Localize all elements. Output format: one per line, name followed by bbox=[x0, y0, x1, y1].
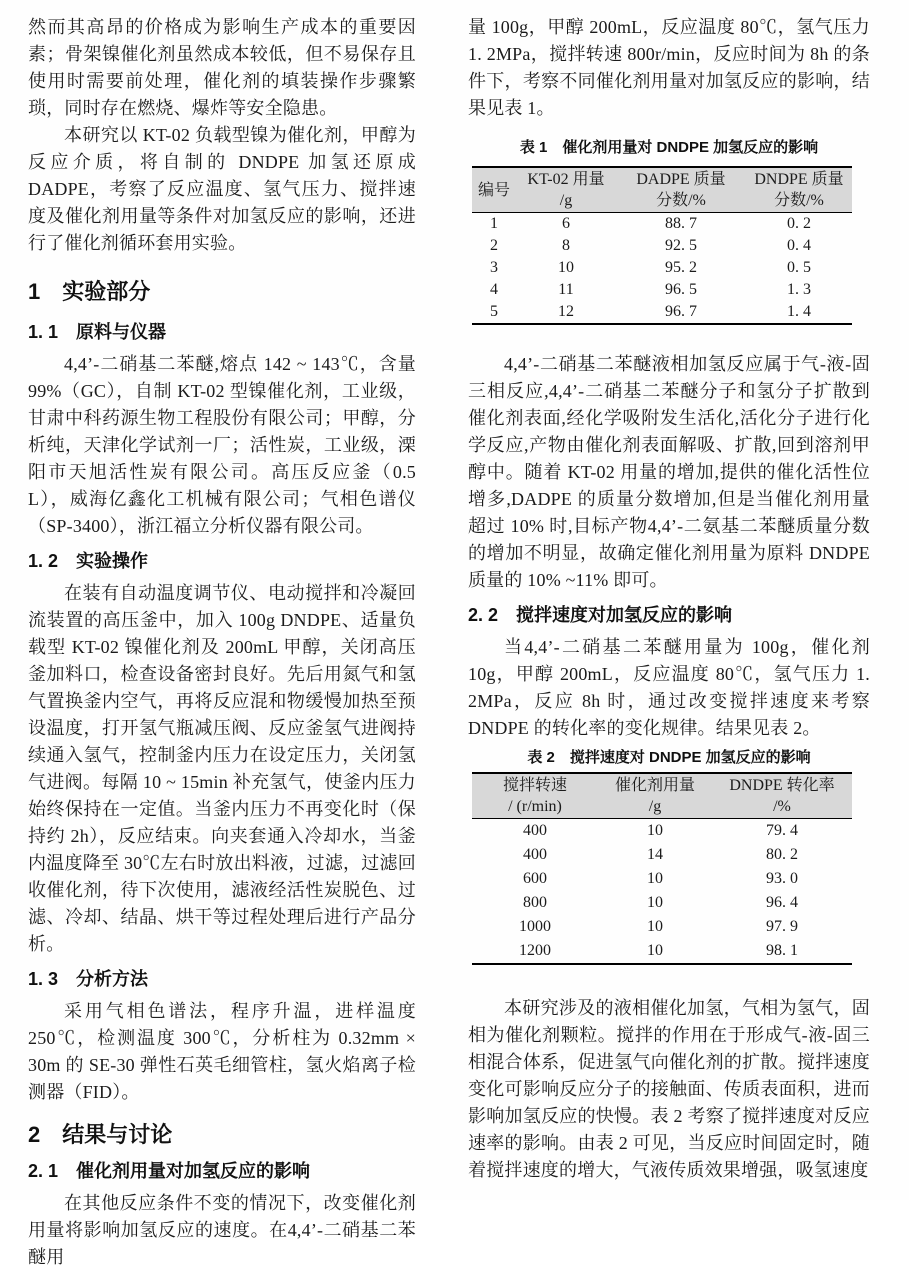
table-row: 1200 10 98. 1 bbox=[519, 942, 798, 959]
table-row: 1 6 88. 7 0. 2 bbox=[490, 215, 811, 232]
subsection-heading-stirring-speed: 2. 2 搅拌速度对加氢反应的影响 bbox=[468, 605, 733, 625]
table-row: 400 14 80. 2 bbox=[523, 846, 798, 863]
table2-header-speed: 搅拌转速 / (r/min) bbox=[502, 777, 567, 815]
table1-caption: 表 1 催化剂用量对 DNDPE 加氢反应的影响 bbox=[519, 139, 819, 156]
table1-header-row bbox=[472, 167, 852, 213]
table-row: 600 10 93. 0 bbox=[523, 870, 798, 887]
table1-header-dadpe: DADPE 质量 分数/% bbox=[636, 171, 726, 209]
paragraph-conditions-continued: 量 100g，甲醇 200mL，反应温度 80℃，氢气压力 1. 2MPa，搅拌转速 800r/min，反应时间为 8h 的条件下，考察不同催化剂用量对加氢反应的影响，结果见表 1。 bbox=[468, 17, 870, 118]
paragraph-analysis: 采用气相色谱法，程序升温，进样温度 250℃，检测温度 300℃，分析柱为 0.32mm × 30m 的 SE-30 弹性石英毛细管柱，氢火焰离子检测器（FID）。 bbox=[28, 1001, 416, 1102]
paragraph-phase-discussion: 本研究涉及的液相催化加氢，气相为氢气，固相为催化剂颗粒。搅拌的作用在于形成气-液-固三相混合体系，促进氢气向催化剂的扩散。搅拌速度变化可影响反应分子的接触面、传质表面积，进而影响加氢反应的快慢。表 2 考察了搅拌速度对反应速率的影响。由表 2 可见，当反应时间固定时，随着搅拌速度的增大，气液传质效果增强，吸氢速度 bbox=[468, 998, 870, 1180]
table1-catalyst-amount bbox=[472, 166, 852, 325]
subsection-heading-analysis: 1. 3 分析方法 bbox=[28, 969, 149, 989]
subsection-heading-procedure: 1. 2 实验操作 bbox=[28, 551, 149, 571]
right-column bbox=[468, 14, 870, 1184]
subsection-heading-materials: 1. 1 原料与仪器 bbox=[28, 322, 167, 342]
table1-header-dndpe: DNDPE 质量 分数/% bbox=[754, 171, 844, 209]
table2-caption: 表 2 搅拌速度对 DNDPE 加氢反应的影响 bbox=[527, 749, 811, 766]
paragraph-intro-continued: 然而其高昂的价格成为影响生产成本的重要因素；骨架镍催化剂虽然成本较低，但不易保存且使用时需要前处理，催化剂的填装操作步骤繁琐，同时存在燃烧、爆炸等安全隐患。 bbox=[28, 17, 416, 118]
table2-header-catalyst: 催化剂用量 /g bbox=[614, 777, 695, 815]
paragraph-procedure: 在装有自动温度调节仪、电动搅拌和冷凝回流装置的高压釜中，加入 100g DNDPE、适量负载型 KT-02 镍催化剂及 200mL 甲醇，关闭高压釜加料口，检查设备密封良好。先后用氮气和氢气置换釜内空气，再将反应混和物缓慢加热至预设温度，打开氢气瓶减压阀、反应釜氢气进阀持续通入氢气，控制釜内压力在设定压力，关闭氢气进阀。每隔 10 ~ 15min 补充氢气，使釜内压力始终保持在一定值。当釜内压力不再变化时（保持约 2h），反应结束。向夹套通入冷却水，当釜内温度降至 30℃左右时放出料液，过滤，过滤回收催化剂，待下次使用，滤液经活性炭脱色、过滤、冷却、结晶、烘干等过程处理后进行产品分析。 bbox=[28, 583, 416, 954]
paragraph-stirring-conditions: 当4,4’-二硝基二苯醚用量为 100g，催化剂 10g，甲醇 200mL，反应温度 80℃，氢气压力 1. 2MPa，反应 8h 时，通过改变搅拌速度来考察 DNDPE 的转化率的变化规律。结果见表 2。 bbox=[468, 637, 870, 738]
paragraph-study-overview: 本研究以 KT-02 负载型镍为催化剂，甲醇为反应介质，将自制的 DNDPE 加氢还原成 DADPE，考察了反应温度、氢气压力、搅拌速度及催化剂用量等条件对加氢反应的影响，还进行了催化剂循环套用实验。 bbox=[28, 125, 416, 253]
table2-header-conversion: DNDPE 转化率 /% bbox=[729, 777, 835, 815]
table2-header-row bbox=[472, 773, 852, 819]
paragraph-mechanism-discussion: 4,4’-二硝基二苯醚液相加氢反应属于气-液-固三相反应,4,4’-二硝基二苯醚分子和氢分子扩散到催化剂表面,经化学吸附发生活化,活化分子进行化学反应,产物由催化剂表面解吸、扩散,回到溶剂甲醇中。随着 KT-02 用量的增加,提供的催化活性位增多,DADPE 的质量分数增加,但是当催化剂用量超过 10% 时,目标产物4,4’-二氨基二苯醚质量分数的增加不明显，故确定催化剂用量为原料 DNDPE 质量的 10% ~11% 即可。 bbox=[468, 354, 870, 590]
table-row: 400 10 79. 4 bbox=[523, 822, 798, 839]
section-heading-results: 2 结果与讨论 bbox=[28, 1122, 173, 1147]
paragraph-catalyst-amount-intro: 在其他反应条件不变的情况下，改变催化剂用量将影响加氢反应的速度。在4,4’-二硝基二苯醚用 bbox=[28, 1193, 416, 1267]
table-row: 3 10 95. 2 0. 5 bbox=[490, 259, 811, 276]
table-row: 1000 10 97. 9 bbox=[519, 918, 798, 935]
spacer bbox=[468, 965, 870, 995]
subsection-heading-catalyst-amount: 2. 1 催化剂用量对加氢反应的影响 bbox=[28, 1161, 311, 1181]
table-row: 4 11 96. 5 1. 3 bbox=[490, 281, 811, 298]
table1-header-kt02-amount: KT-02 用量 /g bbox=[527, 171, 605, 209]
paragraph-materials: 4,4’-二硝基二苯醚,熔点 142 ~ 143℃，含量 99%（GC），自制 KT-02 型镍催化剂，工业级，甘肃中科药源生物工程股份有限公司；甲醇，分析纯，天津化学试剂一厂；活性炭，工业级，溧阳市天旭活性炭有限公司。高压反应釜（0.5 L），威海亿鑫化工机械有限公司；气相色谱仪（SP-3400），浙江福立分析仪器有限公司。 bbox=[28, 354, 416, 536]
table2-stirring-speed bbox=[472, 772, 852, 965]
section-heading-experimental: 1 实验部分 bbox=[28, 279, 151, 304]
table-row: 2 8 92. 5 0. 4 bbox=[490, 237, 811, 254]
table-row: 800 10 96. 4 bbox=[523, 894, 798, 911]
left-column bbox=[28, 14, 416, 1271]
table1-header-number: 编号 bbox=[477, 181, 510, 199]
table-row: 5 12 96. 7 1. 4 bbox=[490, 303, 811, 320]
